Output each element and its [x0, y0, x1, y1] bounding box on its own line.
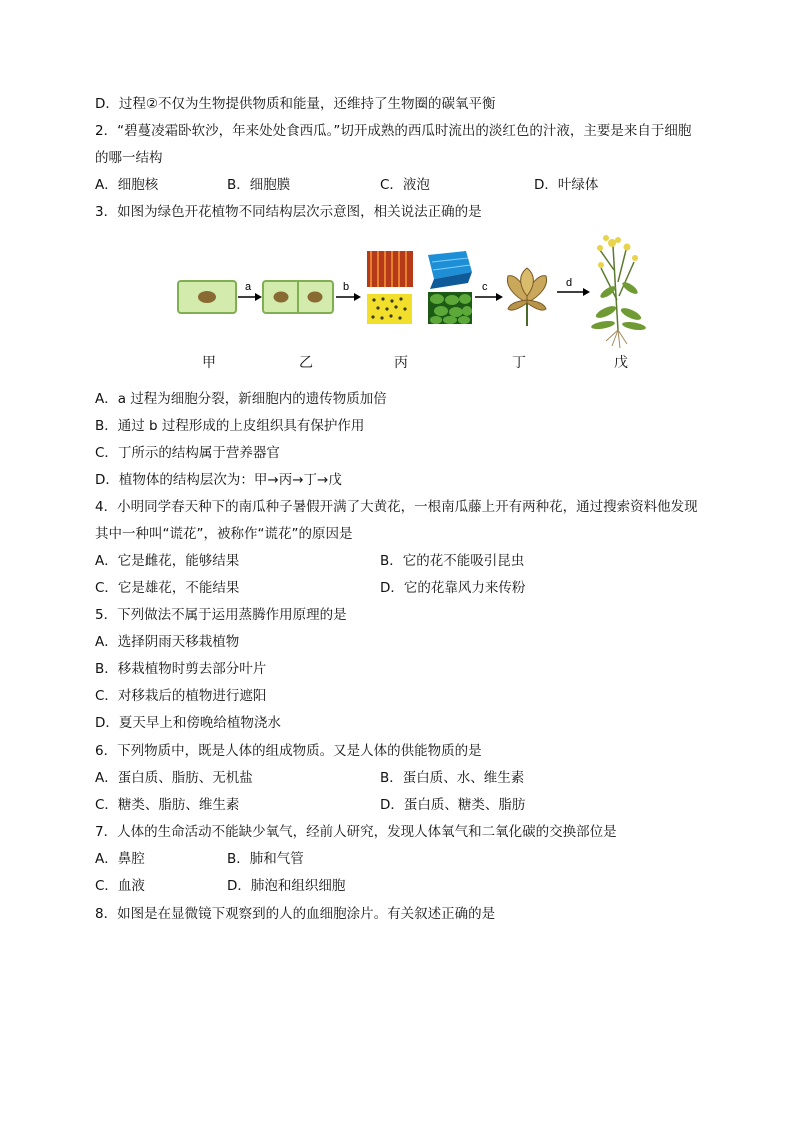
q2-option-c: C．液泡: [380, 177, 430, 193]
q3-option-b: B．通过 b 过程形成的上皮组织具有保护作用: [95, 418, 365, 434]
arrow-b-label: b: [343, 281, 350, 293]
q6-option-c: C．糖类、脂肪、维生素: [95, 797, 240, 813]
arrow-a-label: a: [245, 281, 252, 293]
q4-option-c: C．它是雄花，不能结果: [95, 580, 240, 596]
label-bing: 丙: [394, 355, 408, 371]
arrow-b: [336, 281, 361, 301]
arrow-c-label: c: [482, 281, 488, 293]
whole-plant: [591, 235, 647, 348]
q7-stem: 7．人体的生命活动不能缺少氧气，经前人研究，发现人体氧气和二氧化碳的交换部位是: [95, 824, 617, 840]
q2-stem-line1: 2．“碧蔓凌霜卧软沙，年来处处食西瓜。”切开成熟的西瓜时流出的淡红色的汁液，主要是来自于细胞: [95, 123, 692, 139]
q3-option-c: C．丁所示的结构属于营养器官: [95, 445, 280, 461]
label-wu: 戊: [614, 355, 628, 371]
arrow-d: [557, 277, 590, 296]
q4-option-b: B．它的花不能吸引昆虫: [380, 553, 525, 569]
q5-option-d: D．夏天早上和傍晚给植物浇水: [95, 715, 281, 731]
q7-option-b: B．肺和气管: [227, 851, 304, 867]
label-yi: 乙: [299, 355, 313, 371]
q1-option-d: D．过程②不仅为生物提供物质和能量，还维持了生物圈的碳氧平衡: [95, 96, 496, 112]
q4-stem-line2: 其中一种叫“谎花”，被称作“谎花”的原因是: [95, 526, 353, 542]
flower: [507, 268, 546, 326]
q2-option-a: A．细胞核: [95, 177, 159, 193]
q3-option-d: D．植物体的结构层次为：甲→丙→丁→戊: [95, 472, 342, 488]
q4-option-a: A．它是雌花，能够结果: [95, 553, 240, 569]
q5-stem: 5．下列做法不属于运用蒸腾作用原理的是: [95, 607, 347, 623]
q8-stem: 8．如图是在显微镜下观察到的人的血细胞涂片。有关叙述正确的是: [95, 906, 496, 922]
two-cells: [263, 281, 333, 313]
label-ding: 丁: [512, 355, 526, 371]
arrow-a: [238, 281, 262, 301]
q6-option-b: B．蛋白质、水、维生素: [380, 770, 525, 786]
q7-option-d: D．肺泡和组织细胞: [227, 878, 346, 894]
q6-option-d: D．蛋白质、糖类、脂肪: [380, 797, 526, 813]
q2-stem-line2: 的哪一结构: [95, 150, 163, 166]
label-jia: 甲: [202, 355, 216, 371]
q5-option-a: A．选择阴雨天移栽植物: [95, 634, 240, 650]
q2-option-d: D．叶绿体: [534, 177, 599, 193]
q3-option-a: A．a 过程为细胞分裂，新细胞内的遗传物质加倍: [95, 391, 387, 407]
q6-stem: 6．下列物质中，既是人体的组成物质。又是人体的供能物质的是: [95, 743, 482, 759]
q6-option-a: A．蛋白质、脂肪、无机盐: [95, 770, 253, 786]
q5-option-b: B．移栽植物时剪去部分叶片: [95, 661, 267, 677]
arrow-c: [475, 281, 503, 301]
q4-stem-line1: 4．小明同学春天种下的南瓜种子暑假开满了大黄花，一根南瓜藤上开有两种花，通过搜索资料他发现: [95, 499, 698, 515]
q5-option-c: C．对移栽后的植物进行遮阳: [95, 688, 267, 704]
arrow-d-label: d: [566, 277, 573, 289]
tissues: [367, 251, 472, 324]
q2-option-b: B．细胞膜: [227, 177, 291, 193]
q7-option-a: A．鼻腔: [95, 851, 145, 867]
q4-option-d: D．它的花靠风力来传粉: [380, 580, 526, 596]
q3-stem: 3．如图为绿色开花植物不同结构层次示意图，相关说法正确的是: [95, 204, 482, 220]
single-cell: [178, 281, 236, 313]
q7-option-c: C．血液: [95, 878, 145, 894]
